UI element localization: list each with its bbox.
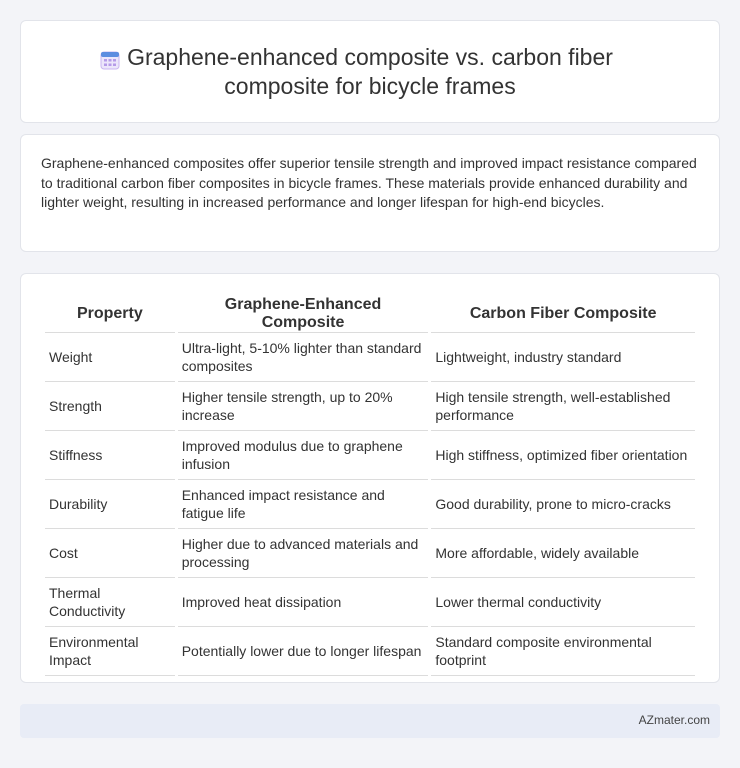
graphene-cell: Higher due to advanced materials and processing [178,529,429,578]
table-row [45,382,695,431]
graphene-cell: Enhanced impact resistance and fatigue life [178,480,429,529]
property-cell: Thermal Conductivity [45,578,175,627]
calendar-icon [99,49,121,71]
table-row [45,480,695,529]
footer-brand: AZmater.com [638,713,710,727]
title-card [20,20,720,123]
comparison-card [20,273,720,683]
title-wrap [21,43,719,101]
carbon-fiber-cell: Lower thermal conductivity [431,578,695,627]
property-cell: Strength [45,382,175,431]
graphene-cell: Ultra-light, 5-10% lighter than standard composites [178,333,429,382]
table-row [45,529,695,578]
graphene-cell: Improved heat dissipation [178,578,429,627]
graphene-cell: Higher tensile strength, up to 20% increase [178,382,429,431]
property-cell: Durability [45,480,175,529]
property-cell: Stiffness [45,431,175,480]
graphene-cell: Potentially lower due to longer lifespan [178,627,429,676]
summary-card [20,134,720,252]
column-header-carbon-fiber: Carbon Fiber Composite [431,296,695,333]
property-cell: Environmental Impact [45,627,175,676]
carbon-fiber-cell: High tensile strength, well-established performance [431,382,695,431]
table-row [45,627,695,676]
column-header-graphene: Graphene-Enhanced Composite [178,296,429,333]
column-header-property: Property [45,296,175,333]
table-row [45,578,695,627]
carbon-fiber-cell: Lightweight, industry standard [431,333,695,382]
graphene-cell: Improved modulus due to graphene infusion [178,431,429,480]
footer-bar [20,704,720,738]
property-cell: Cost [45,529,175,578]
page-title: Graphene-enhanced composite vs. carbon fiber composite for bicycle frames [127,44,613,99]
property-cell: Weight [45,333,175,382]
table-row [45,333,695,382]
carbon-fiber-cell: High stiffness, optimized fiber orientation [431,431,695,480]
carbon-fiber-cell: Good durability, prone to micro-cracks [431,480,695,529]
comparison-table [42,296,698,676]
summary-text: Graphene-enhanced composites offer superior tensile strength and improved impact resistance compared to traditional carbon fiber composites in bicycle frames. These materials provide enhanced durability and lighter weight, resulting in increased performance and longer lifespan for high-end bicycles. [41,155,697,210]
table-row [45,431,695,480]
carbon-fiber-cell: Standard composite environmental footprint [431,627,695,676]
table-header-row [45,296,695,333]
carbon-fiber-cell: More affordable, widely available [431,529,695,578]
